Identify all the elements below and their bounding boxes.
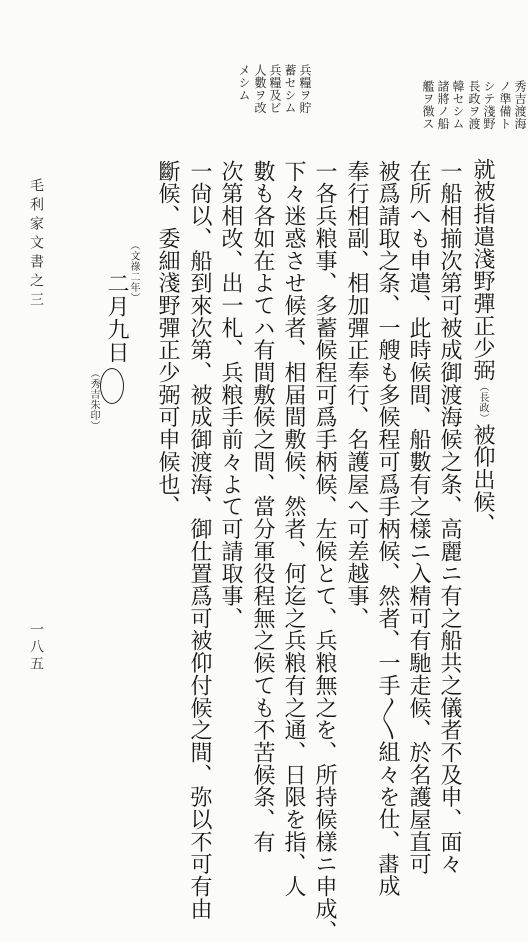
headnote-line: 兵糧及ビ bbox=[268, 64, 282, 114]
headnote-line: 秀吉渡海 bbox=[513, 80, 527, 130]
seal-mark bbox=[100, 368, 124, 404]
body-line-text: 被仰出候、 bbox=[470, 423, 495, 536]
body-line: 一各兵粮事、多蓄候程可爲手柄候、左候とて、兵粮無之を、所持候樣ニ申成、 bbox=[312, 160, 337, 942]
headnote bbox=[466, 80, 496, 130]
date-line: 二月九日 bbox=[104, 272, 129, 364]
headnote bbox=[252, 64, 282, 114]
headnote-line: 韓セシム bbox=[451, 80, 465, 130]
headnote bbox=[236, 64, 251, 102]
headnote-line: 人數ヲ改 bbox=[253, 64, 267, 114]
body-line bbox=[465, 158, 499, 535]
inline-annotation: （長政） bbox=[477, 381, 488, 424]
headnote bbox=[497, 80, 527, 130]
running-head: 毛利家文書之三 bbox=[28, 178, 44, 311]
headnote-line: 諸將ノ船 bbox=[436, 80, 450, 130]
headnote bbox=[282, 64, 312, 114]
headnote-line: メシム bbox=[237, 64, 251, 102]
body-line: 一尙以、船到來次第、被成御渡海、御仕置爲可被仰付候之間、弥以不可有由 bbox=[187, 160, 212, 920]
body-line-text: 就被指遣淺野彈正少弼 bbox=[470, 158, 495, 382]
headnote-line: 蓄セシム bbox=[283, 64, 297, 114]
body-line: 被爲請取之条、一艘も多候程可爲手柄候、然者、一手〱組々を仕、𨽶成 bbox=[375, 160, 400, 898]
body-line: 數も各如在よてハ有間敷候之間、當分軍役程無之候ても不苦候条、有 bbox=[250, 160, 275, 853]
body-line: 次第相改、出一札、兵粮手前々よて可請取事、 bbox=[218, 160, 243, 630]
body-line: 一船相揃次第可被成御渡海候之条、高麗ニ有之船共之儀者不及申、面々 bbox=[437, 160, 462, 876]
era-annotation: （文祿二年） bbox=[128, 240, 139, 303]
body-line: 奉行相副、相加彈正奉行、名護屋へ可差越事、 bbox=[344, 160, 369, 630]
headnote-line: 艦ヲ徴ス bbox=[421, 80, 435, 130]
headnote-line: 兵糧ヲ貯 bbox=[298, 64, 312, 114]
seal-annotation: （秀吉朱印） bbox=[88, 368, 99, 431]
body-line: 斷候、委細淺野彈正少弼可申候也、 bbox=[155, 160, 180, 518]
headnote bbox=[420, 80, 450, 130]
headnote-line: ノ準備ト bbox=[498, 80, 512, 130]
headnote bbox=[450, 80, 465, 130]
page-number: 一八五 bbox=[28, 622, 44, 673]
headnote-line: シテ淺野 bbox=[482, 80, 496, 130]
body-line: 在所へも申遣、此時候間、船數有之樣ニ入精可有馳走候、於名護屋直可 bbox=[406, 160, 431, 876]
body-line: 下々迷惑させ候者、相届間敷候、然者、何迄之兵粮有之通、日限を指、人 bbox=[281, 160, 306, 898]
headnote-line: 長政ヲ渡 bbox=[467, 80, 481, 130]
